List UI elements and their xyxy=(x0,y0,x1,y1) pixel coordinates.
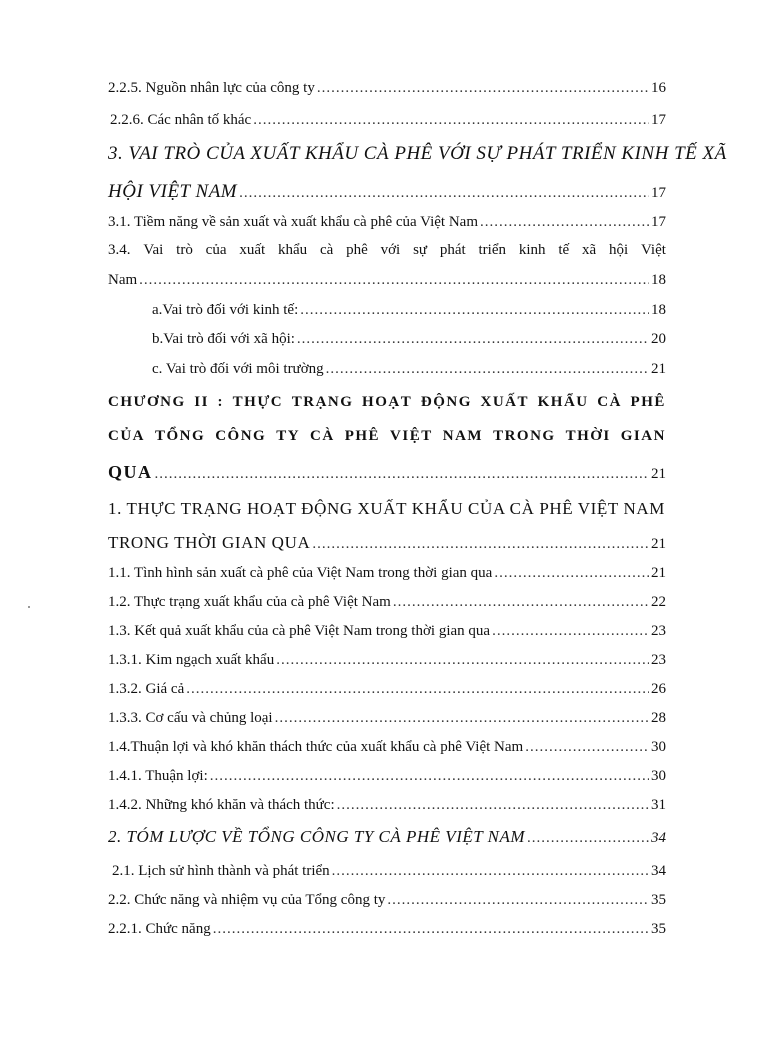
toc-entry-page: 30 xyxy=(651,768,666,784)
toc-entry-page: 34 xyxy=(651,863,666,879)
word: THỰC xyxy=(232,394,284,410)
dot-leader xyxy=(525,739,649,756)
toc-entry-title: 1.3. Kết quả xuất khẩu của cà phê Việt Nam trong thời gian qua xyxy=(108,623,491,639)
word: triển xyxy=(478,242,507,258)
word: 3.4. xyxy=(108,242,131,258)
toc-entry xyxy=(108,681,666,698)
word: Việt xyxy=(641,242,666,258)
dot-leader xyxy=(480,214,649,231)
word: xuất xyxy=(239,242,266,258)
toc-entry-page: 23 xyxy=(651,623,666,639)
toc-entry-title: b.Vai trò đối với xã hội: xyxy=(152,331,295,347)
dot-leader xyxy=(139,272,649,289)
dot-leader xyxy=(332,863,649,880)
toc-entry-title: 2.2.5. Nguồn nhân lực của công ty xyxy=(108,80,315,96)
toc-entry xyxy=(108,710,666,727)
toc-entry-title: 3. VAI TRÒ CỦA XUẤT KHẨU CÀ PHÊ VỚI SỰ PHÁT TRIỂN KINH TẾ XÃ xyxy=(108,143,727,164)
word: II xyxy=(194,394,209,410)
dot-leader xyxy=(492,623,649,640)
toc-entry-page: 20 xyxy=(651,331,666,347)
toc-entry-title: 1.4.1. Thuận lợi: xyxy=(108,768,208,784)
toc-entry-title: 1.1. Tình hình sản xuất cà phê của Việt Nam trong thời gian qua xyxy=(108,565,493,581)
word: : xyxy=(217,394,225,410)
word: cà xyxy=(319,242,334,258)
toc-entry-page: 34 xyxy=(651,830,666,846)
toc-entry-title: HỘI VIỆT NAM xyxy=(108,181,238,202)
toc-entry xyxy=(108,80,666,97)
dot-leader xyxy=(213,921,649,938)
toc-entry-page: 31 xyxy=(651,797,666,813)
toc-entry-title: 2.1. Lịch sử hình thành và phát triển xyxy=(112,863,330,879)
toc-entry xyxy=(108,272,666,289)
toc-entry-title: QUA xyxy=(108,462,153,482)
dot-leader xyxy=(527,830,649,847)
toc-chapter-heading xyxy=(108,394,666,411)
toc-entry-title: Nam xyxy=(108,272,138,288)
word: khẩu xyxy=(277,242,308,258)
toc-entry-page: 22 xyxy=(651,594,666,610)
word: trò xyxy=(176,242,193,258)
toc-entry-page: 21 xyxy=(651,361,666,377)
toc-entry-title: 1.2. Thực trạng xuất khẩu của cà phê Việt Nam xyxy=(108,594,391,610)
toc-entry-title: 1.4.Thuận lợi và khó khăn thách thức của xuất khẩu cà phê Việt Nam xyxy=(108,739,524,755)
word: THỜI xyxy=(565,428,611,444)
dot-leader xyxy=(186,681,649,698)
toc-entry xyxy=(108,797,666,814)
word: PHÊ xyxy=(344,428,381,444)
toc-entry-title: 1. THỰC TRẠNG HOẠT ĐỘNG XUẤT KHẨU CỦA CÀ PHÊ VIỆT NAM xyxy=(108,499,665,518)
toc-entry-page: 28 xyxy=(651,710,666,726)
toc-entry-title: 1.3.3. Cơ cấu và chủng loại xyxy=(108,710,273,726)
toc-entry xyxy=(112,863,666,880)
toc-entry xyxy=(152,302,666,319)
toc-entry-page: 35 xyxy=(651,921,666,937)
dot-leader xyxy=(239,185,649,202)
dot-leader xyxy=(337,797,649,814)
word: CÔNG xyxy=(215,428,267,444)
toc-entry xyxy=(108,533,666,553)
toc-entry xyxy=(110,112,666,129)
dot-leader xyxy=(494,565,649,582)
word: xã xyxy=(582,242,597,258)
word: tế xyxy=(558,242,570,258)
dot-leader xyxy=(393,594,649,611)
toc-entry xyxy=(108,623,666,640)
dot-leader xyxy=(253,112,649,129)
word: Vai xyxy=(143,242,164,258)
toc-entry xyxy=(108,565,666,582)
dot-leader xyxy=(275,710,649,727)
toc-entry-title: 2.2.6. Các nhân tố khác xyxy=(110,112,252,128)
toc-entry xyxy=(108,921,666,938)
toc-entry-page: 17 xyxy=(651,112,666,128)
toc-entry-page: 17 xyxy=(651,214,666,230)
toc-entry-title: 1.4.2. Những khó khăn và thách thức: xyxy=(108,797,335,813)
toc-entry-page: 18 xyxy=(651,272,666,288)
dot-leader xyxy=(300,302,649,319)
word: phát xyxy=(439,242,466,258)
toc-entry-title: TRONG THỜI GIAN QUA xyxy=(108,533,311,552)
dot-leader xyxy=(326,361,649,378)
toc-entry-justified-line xyxy=(108,242,666,259)
toc-section-heading xyxy=(108,143,727,165)
toc-entry xyxy=(152,361,666,378)
toc-entry xyxy=(108,214,666,231)
word: sự xyxy=(413,242,428,258)
toc-entry-title: 2.2.1. Chức năng xyxy=(108,921,211,937)
word: CHƯƠNG xyxy=(108,394,186,410)
toc-entry-page: 21 xyxy=(651,466,666,482)
toc-entry-title: 2. TÓM LƯỢC VỀ TỔNG CÔNG TY CÀ PHÊ VIỆT NAM xyxy=(108,827,526,846)
toc-entry-title: a.Vai trò đối với kinh tế: xyxy=(152,302,299,318)
toc-entry-page: 35 xyxy=(651,892,666,908)
toc-entry-page: 18 xyxy=(651,302,666,318)
toc-entry xyxy=(108,892,666,909)
word: ĐỘNG xyxy=(420,394,472,410)
word: của xyxy=(205,242,227,258)
word: TY xyxy=(276,428,301,444)
word: CỦA xyxy=(108,428,145,444)
toc-entry-page: 26 xyxy=(651,681,666,697)
toc-entry-title: 1.3.2. Giá cả xyxy=(108,681,185,697)
word: KHẨU xyxy=(537,394,589,410)
toc-entry-title: 2.2. Chức năng và nhiệm vụ của Tổng công ty xyxy=(108,892,386,908)
word: PHÊ xyxy=(630,394,666,410)
toc-entry xyxy=(108,827,666,847)
toc-entry-page: 17 xyxy=(651,185,666,201)
dot-leader xyxy=(276,652,649,669)
word: phê xyxy=(346,242,368,258)
word: CÀ xyxy=(597,394,622,410)
word: TRẠNG xyxy=(291,394,354,410)
toc-entry xyxy=(108,739,666,756)
toc-entry xyxy=(108,768,666,785)
toc-entry-page: 23 xyxy=(651,652,666,668)
toc-entry-page: 21 xyxy=(651,536,666,552)
toc-section-heading xyxy=(108,499,666,519)
word: HOẠT xyxy=(362,394,413,410)
toc-entry-title: c. Vai trò đối với môi trường xyxy=(152,361,324,377)
word: hội xyxy=(609,242,629,258)
word: TỔNG xyxy=(155,428,206,444)
toc-entry-title: 3.1. Tiềm năng về sản xuất và xuất khẩu cà phê của Việt Nam xyxy=(108,214,478,230)
word: VIỆT xyxy=(390,428,433,444)
dot-leader xyxy=(297,331,649,348)
dot-leader xyxy=(155,466,650,483)
dot-leader xyxy=(317,80,649,97)
toc-entry xyxy=(108,652,666,669)
toc-entry-title: 1.3.1. Kim ngạch xuất khẩu xyxy=(108,652,275,668)
toc-entry-page: 21 xyxy=(651,565,666,581)
word: với xyxy=(380,242,401,258)
toc-entry xyxy=(108,462,666,483)
dot-leader xyxy=(312,536,649,553)
toc-entry-page: 30 xyxy=(651,739,666,755)
toc-chapter-heading xyxy=(108,428,666,445)
word: TRONG xyxy=(493,428,556,444)
dot-leader xyxy=(387,892,649,909)
dot-leader xyxy=(210,768,649,785)
toc-entry xyxy=(108,594,666,611)
word: kinh xyxy=(518,242,546,258)
toc-entry-page: 16 xyxy=(651,80,666,96)
toc-entry xyxy=(108,181,666,203)
word: CÀ xyxy=(310,428,335,444)
word: GIAN xyxy=(620,428,666,444)
word: XUẤT xyxy=(480,394,529,410)
scan-speck xyxy=(28,606,30,608)
word: NAM xyxy=(442,428,484,444)
toc-entry xyxy=(152,331,666,348)
